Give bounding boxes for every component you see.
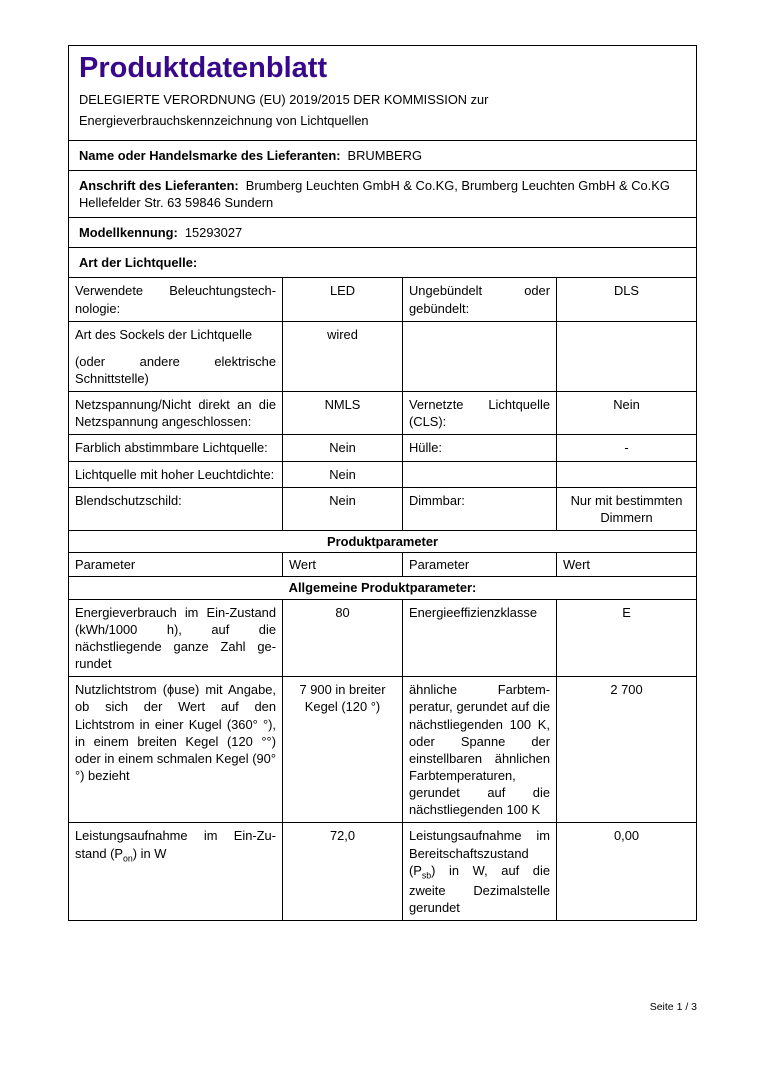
model-id-label: Modellkennung:: [79, 225, 178, 241]
table-row: [69, 278, 696, 320]
value-cell: NMLS: [282, 392, 402, 434]
param-cell: Hülle:: [402, 435, 556, 460]
param-cell: Farblich abstimmbare Lichtquelle:: [75, 440, 268, 456]
param-cell: [402, 823, 556, 920]
section-header-row: [69, 530, 696, 552]
value-cell: -: [556, 435, 696, 460]
param-text: ) in W, auf die zweite Dezimalstelle gerundet: [409, 862, 550, 916]
value-cell: Nein: [282, 488, 402, 530]
supplier-name-label: Name oder Handelsmarke des Lieferanten:: [79, 148, 341, 164]
model-id-value: 15293027: [184, 225, 243, 241]
param-cell: [402, 462, 556, 487]
regulation-subtitle: [79, 90, 686, 131]
supplier-address-value: Brumberg Leuchten GmbH & Co.KG, Brumberg Leuchten GmbH & Co.KG Hellefelder Str. 63 59846 Sundern: [79, 178, 670, 211]
param-cell: ähnliche Farbtemperatur, gerundet auf die nächstliegenden 100 K, oder Spanne der einstellbaren ähnlichen Farbtemperaturen, gerundet auf die nächstliegenden 100 K: [402, 677, 556, 822]
value-cell: 2 700: [556, 677, 696, 822]
subscript: on: [123, 853, 133, 864]
page-number: Seite 1 / 3: [649, 1001, 697, 1013]
param-cell: [402, 322, 556, 391]
table-row: [69, 822, 696, 920]
param-text: Leistungsaufnahme im Ein-Zustand (P: [75, 828, 276, 861]
supplier-address-label: Anschrift des Lieferanten:: [79, 178, 239, 194]
value-cell: [556, 462, 696, 487]
column-header-row: [69, 552, 696, 576]
table-row: [69, 321, 696, 391]
parameters-table: [68, 277, 697, 921]
column-header: Wert: [556, 553, 696, 576]
page-title: Produktdatenblatt: [79, 52, 328, 84]
supplier-name-row: [68, 140, 697, 171]
subscript: sb: [421, 870, 432, 881]
title-block: [68, 45, 697, 141]
supplier-address-row: [68, 170, 697, 218]
value-cell: DLS: [556, 278, 696, 320]
value-cell: 0,00: [556, 823, 696, 920]
param-cell: Vernetzte Lichtquelle (CLS):: [402, 392, 556, 434]
value-cell: wired: [282, 322, 402, 391]
subtitle-line-1: DELEGIERTE VERORDNUNG (EU) 2019/2015 DER KOMMISSION zur: [79, 91, 489, 107]
param-cell: Energieeffizienzklasse: [402, 600, 556, 677]
column-header: Parameter: [75, 557, 136, 573]
table-row: [69, 461, 696, 487]
product-datasheet: [68, 45, 697, 921]
subsection-header-row: [69, 576, 696, 598]
value-cell: 80: [282, 600, 402, 677]
param-cell: [69, 322, 282, 391]
supplier-name-value: BRUMBERG: [347, 148, 422, 164]
param-cell: Netzspannung/Nicht direkt an die Netzspannung angeschlossen:: [75, 397, 276, 430]
table-row: [69, 434, 696, 460]
value-cell: Nein: [282, 435, 402, 460]
param-cell: [69, 823, 282, 920]
param-text: Leistungsaufnahme im Bereitschaftszustand (P: [409, 828, 550, 878]
param-paragraph: Art des Sockels der Lichtquelle: [75, 326, 252, 342]
param-cell: Ungebündelt oder gebündelt:: [402, 278, 556, 320]
value-cell: [556, 322, 696, 391]
param-cell: Nutzlichtstrom (ϕuse) mit Angabe, ob sich der Wert auf den Lichtstrom in einer Kugel (360° °), in einem breiten Kegel (120 °°) oder in einem schmalen Kegel (90° °) bezieht: [75, 682, 276, 783]
section-title: Produktparameter: [326, 534, 439, 550]
param-cell: Energieverbrauch im Ein-Zustand (kWh/1000 h), auf die nächstliegende ganze Zahl gerundet: [75, 604, 276, 672]
table-row: [69, 676, 696, 822]
value-cell: LED: [282, 278, 402, 320]
table-row: [69, 391, 696, 434]
column-header: Wert: [282, 553, 402, 576]
value-cell: Nein: [282, 462, 402, 487]
param-cell: Verwendete Beleuchtungstechnologie:: [75, 283, 276, 316]
param-paragraph: (oder andere elektrische Schnittstelle): [75, 353, 276, 387]
subtitle-line-2: Energieverbrauchskennzeichnung von Lichtquellen: [79, 112, 369, 128]
table-row: [69, 487, 696, 530]
value-cell: Nur mit bestimmten Dimmern: [556, 488, 696, 530]
model-id-row: [68, 217, 697, 248]
value-cell: Nein: [556, 392, 696, 434]
table-row: [69, 599, 696, 677]
column-header: Parameter: [402, 553, 556, 576]
param-text: ) in W: [132, 845, 167, 861]
subsection-title: Allgemeine Produktparameter:: [288, 580, 477, 596]
value-cell: 7 900 in breiter Kegel (120 °): [282, 677, 402, 822]
value-cell: E: [556, 600, 696, 677]
param-cell: Blendschutzschild:: [75, 492, 182, 508]
value-cell: 72,0: [282, 823, 402, 920]
param-cell: Dimmbar:: [402, 488, 556, 530]
light-source-type-heading: Art der Lichtquelle:: [79, 255, 198, 271]
param-cell: Lichtquelle mit hoher Leuchtdichte:: [75, 466, 275, 482]
light-source-type-heading-row: [68, 247, 697, 278]
